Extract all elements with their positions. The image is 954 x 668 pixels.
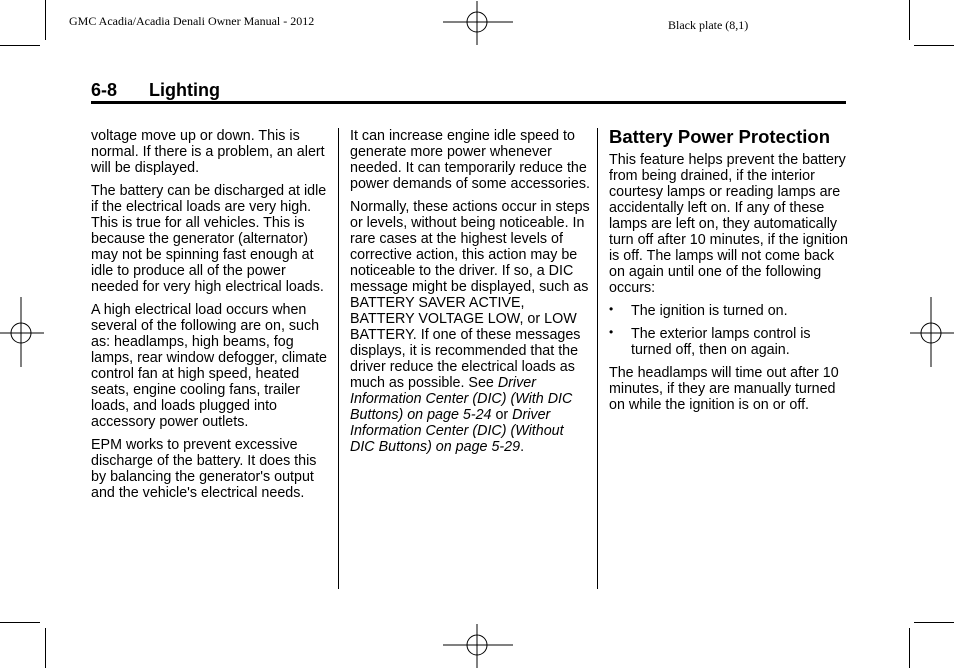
paragraph: The battery can be discharged at idle if the electrical loads are very high. This is true for all vehicles. This is because the generator (alternator) may not be spinning fast enough at idle to produce all of the power needed for very high electrical loads.	[91, 183, 327, 295]
registration-mark-left-icon	[0, 297, 44, 367]
crop-mark-tl-h	[0, 45, 40, 46]
registration-mark-right-icon	[910, 297, 954, 367]
list-item-text: The ignition is turned on.	[631, 303, 788, 319]
paragraph: EPM works to prevent excessive discharge of the battery. It does this by balancing the generator's output and the vehicle's electrical needs.	[91, 437, 317, 501]
list-item-text: The exterior lamps control is turned off, then on again.	[631, 326, 811, 358]
crop-mark-bl-h	[0, 622, 40, 623]
punctuation: .	[520, 439, 525, 455]
section-title: Lighting	[149, 80, 220, 100]
registration-mark-bottom-icon	[443, 624, 513, 668]
bullet-icon: •	[609, 325, 614, 339]
paragraph: The headlamps will time out after 10 minutes, if they are manually turned on while the ignition is on or off.	[609, 365, 839, 413]
column-divider-2	[597, 128, 598, 589]
paragraph: A high electrical load occurs when several of the following are on, such as: headlamps, high beams, fog lamps, rear window defogger, climate control fan at high speed, heated seats, engine cooling fans, trailer loads, and loads plugged into accessory power outlets.	[91, 302, 328, 430]
column-1	[91, 128, 331, 508]
paragraph	[350, 199, 590, 455]
conjunction: or	[495, 407, 509, 423]
bullet-icon: •	[609, 302, 614, 316]
section-heading: Battery Power Protection	[609, 126, 831, 147]
registration-mark-top-icon	[443, 1, 513, 45]
crop-mark-tr-h	[914, 45, 954, 46]
crop-mark-tl-v	[45, 0, 46, 40]
list-item	[609, 303, 849, 319]
list-item	[609, 326, 849, 358]
slug-manual-title: GMC Acadia/Acadia Denali Owner Manual - 2012	[69, 14, 315, 28]
header-rule	[91, 101, 846, 104]
bullet-list	[609, 303, 849, 358]
page-number: 6-8	[91, 80, 118, 100]
column-2	[350, 128, 590, 462]
cross-reference-link[interactable]: Driver Information Center (DIC) (With DIC Buttons) on page 5-24	[350, 375, 573, 423]
column-divider-1	[338, 128, 339, 589]
column-3	[609, 126, 849, 420]
paragraph: voltage move up or down. This is normal. If there is a problem, an alert will be displayed.	[91, 128, 325, 176]
paragraph-text: Normally, these actions occur in steps or levels, without being noticeable. In rare cases at the highest levels of corrective action, this action may be noticeable to the driver. If so, a DIC message might be displayed, such as BATTERY SAVER ACTIVE, BATTERY VOLTAGE LOW, or LOW BATTERY. If one of these messages displays, it is recommended that the driver reduce the electrical loads as much as possible. See	[350, 199, 590, 391]
paragraph: It can increase engine idle speed to generate more power whenever needed. It can temporarily reduce the power demands of some accessories.	[350, 128, 590, 192]
paragraph: This feature helps prevent the battery from being drained, if the interior courtesy lamps or reading lamps are accidentally left on. If any of these lamps are left on, they automatically turn off after 10 minutes, if the ignition is off. The lamps will not come back on again until one of the following occurs:	[609, 152, 848, 296]
slug-plate: Black plate (8,1)	[668, 18, 749, 32]
crop-mark-br-h	[914, 622, 954, 623]
crop-mark-tr-v	[909, 0, 910, 40]
crop-mark-bl-v	[45, 628, 46, 668]
cross-reference-link[interactable]: Driver Information Center (DIC) (Without DIC Buttons) on page 5-29	[350, 407, 564, 455]
crop-mark-br-v	[909, 628, 910, 668]
